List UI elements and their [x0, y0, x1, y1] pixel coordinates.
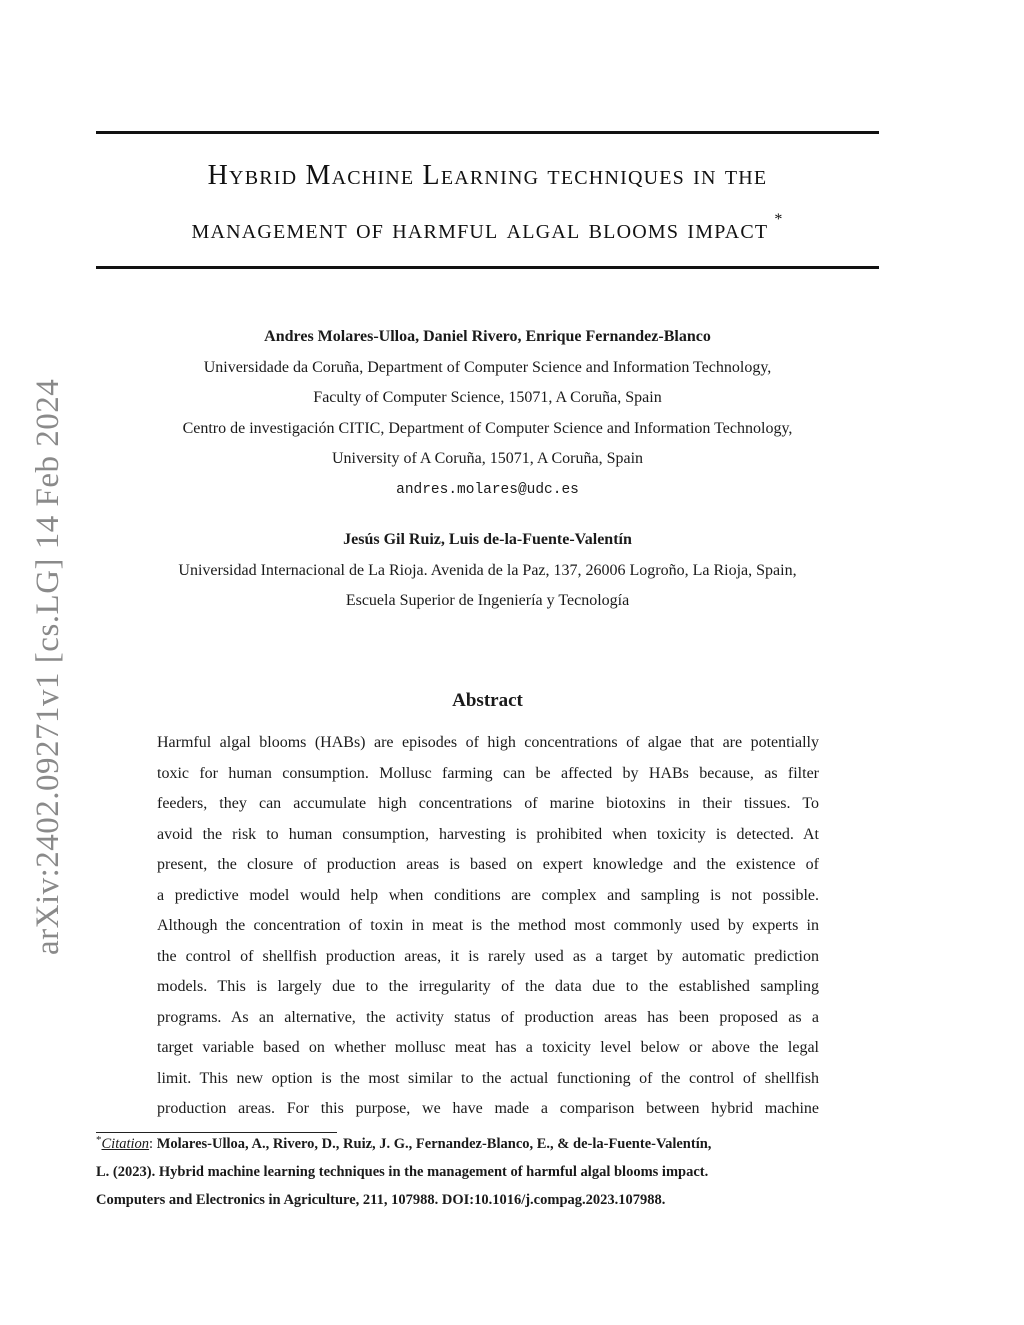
footnote-line-1 [96, 1136, 886, 1153]
citation-label: Citation [101, 1136, 150, 1152]
title-bottom-rule [96, 266, 879, 269]
arxiv-identifier-stamp: arXiv:2402.09271v1 [cs.LG] 14 Feb 2024 [30, 378, 66, 955]
abstract-line: present, the closure of production areas is based on expert knowledge and the existence of [157, 856, 819, 873]
paper-title-line-1: Hybrid Machine Learning techniques in the [207, 160, 768, 191]
abstract-line: models. This is largely due to the irregularity of the data due to the established sampling [157, 978, 819, 995]
affiliation-line-3: Centro de investigación CITIC, Department of Computer Science and Information Technology, [182, 420, 793, 437]
affiliation-line-5: Universidad Internacional de La Rioja. Avenida de la Paz, 137, 26006 Logroño, La Rioja, Spain, [178, 562, 797, 579]
abstract-line: limit. This new option is the most similar to the actual functioning of the control of shellfish [157, 1070, 819, 1087]
abstract-line: Harmful algal blooms (HABs) are episodes of high concentrations of algae that are potentially [157, 734, 819, 751]
abstract-line: production areas. For this purpose, we have made a comparison between hybrid machine [157, 1100, 819, 1117]
paper-title-line-2 [96, 210, 879, 246]
abstract-line: the control of shellfish production areas, it is rarely used as a target by automatic prediction [157, 948, 819, 965]
affiliation-line-4: University of A Coruña, 15071, A Coruña, Spain [331, 450, 644, 467]
abstract-line: Although the concentration of toxin in meat is the method most commonly used by experts in [157, 917, 819, 934]
footnote-marker: * [96, 1134, 102, 1146]
abstract-line: target variable based on whether mollusc meat has a toxicity level below or above the legal [157, 1039, 819, 1056]
footnote-text-1: Molares-Ulloa, A., Rivero, D., Ruiz, J. G., Fernandez-Blanco, E., & de-la-Fuente-Valentín, [153, 1136, 712, 1152]
author-names-group-1: Andres Molares-Ulloa, Daniel Rivero, Enrique Fernandez-Blanco [264, 328, 711, 345]
footnote-line-3: Computers and Electronics in Agriculture, 211, 107988. DOI:10.1016/j.compag.2023.107988. [96, 1192, 666, 1208]
affiliation-line-2: Faculty of Computer Science, 15071, A Coruña, Spain [313, 389, 662, 406]
abstract-heading: Abstract [452, 690, 523, 711]
author-email: andres.molares@udc.es [396, 482, 579, 498]
abstract-line: avoid the risk to human consumption, harvesting is prohibited when toxicity is detected. At [157, 826, 819, 843]
paper-title-line-2-text: management of harmful algal blooms impact [191, 214, 769, 245]
title-footnote-marker: * [774, 210, 784, 228]
author-names-group-2: Jesús Gil Ruiz, Luis de-la-Fuente-Valentín [343, 531, 632, 548]
abstract-line: feeders, they can accumulate high concentrations of marine biotoxins in their tissues. To [157, 795, 819, 812]
footnote-separator-rule [96, 1132, 337, 1133]
citation-colon: : [149, 1136, 154, 1152]
affiliation-line-6: Escuela Superior de Ingeniería y Tecnología [345, 592, 630, 609]
title-top-rule [96, 131, 879, 134]
footnote-line-2: L. (2023). Hybrid machine learning techniques in the management of harmful algal blooms impact. [96, 1164, 709, 1180]
affiliation-line-1: Universidade da Coruña, Department of Computer Science and Information Technology, [203, 359, 772, 376]
abstract-line: a predictive model would help when conditions are complex and sampling is not possible. [157, 887, 819, 904]
abstract-line: programs. As an alternative, the activity status of production areas has been proposed as a [157, 1009, 819, 1026]
abstract-line: toxic for human consumption. Mollusc farming can be affected by HABs because, as filter [157, 765, 819, 782]
